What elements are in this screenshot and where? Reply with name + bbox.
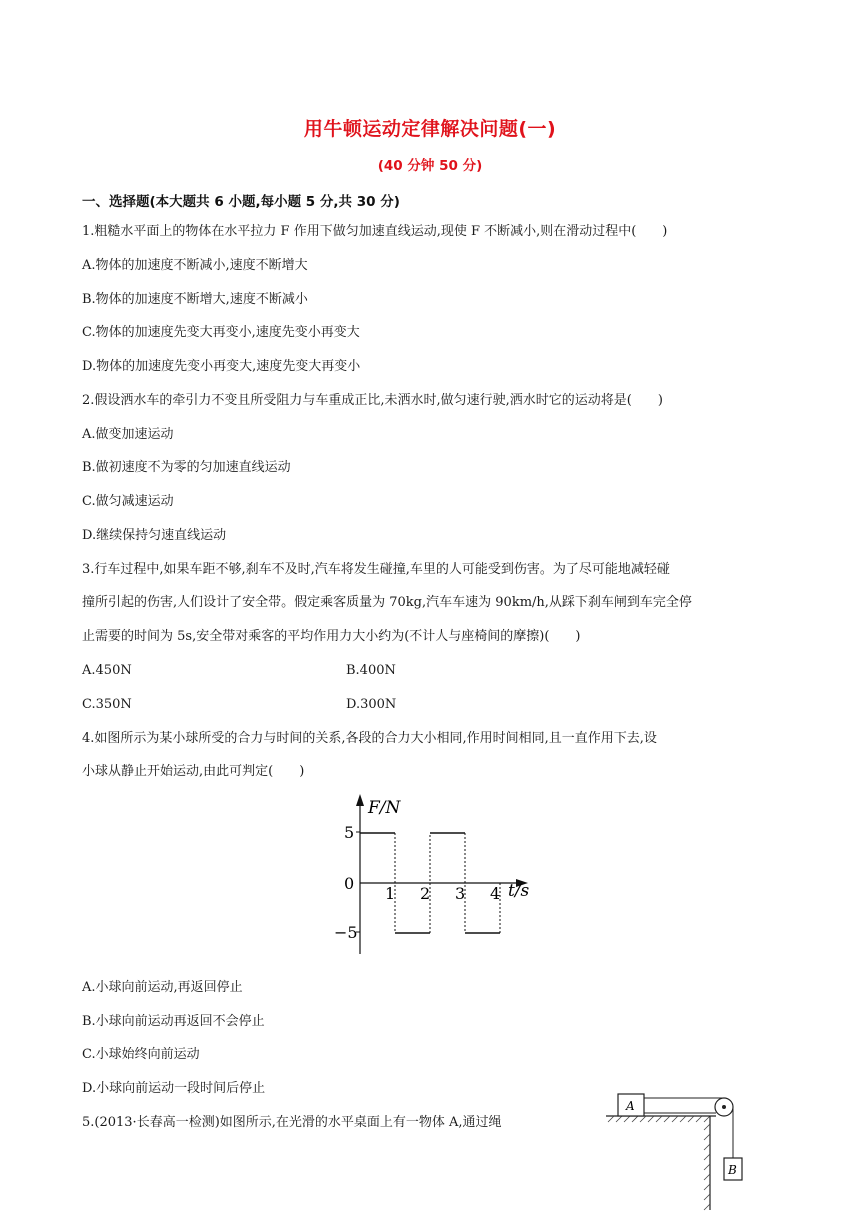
x-tick-label-2: 2: [420, 884, 431, 903]
x-tick-label-3: 3: [455, 884, 466, 903]
question-1-option-a: A.物体的加速度不断减小,速度不断增大: [82, 258, 308, 273]
question-4-option-d: D.小球向前运动一段时间后停止: [82, 1081, 266, 1096]
page-title: 用牛顿运动定律解决问题(一): [303, 118, 557, 140]
question-3-options-row-2: [82, 695, 397, 715]
origin-label: 0: [344, 874, 355, 893]
question-4-stem-line-2: 小球从静止开始运动,由此可判定( ): [82, 764, 305, 779]
question-2-option-d: D.继续保持匀速直线运动: [82, 528, 227, 543]
question-3-option-c: C.350N: [82, 697, 132, 712]
question-2-option-b: B.做初速度不为零的匀加速直线运动: [82, 460, 291, 475]
question-2-option-a: A.做变加速运动: [82, 427, 174, 442]
table-hatching: [608, 1116, 710, 1122]
page-subtitle: (40 分钟 50 分): [377, 158, 483, 174]
y-tick-label-neg5: −5: [334, 923, 358, 942]
question-3-options-row-1: [82, 661, 396, 681]
question-1-stem: 1.粗糙水平面上的物体在水平拉力 F 作用下做匀加速直线运动,现使 F 不断减小,则在滑动过程中( ): [82, 224, 668, 239]
question-3-stem-line-3: 止需要的时间为 5s,安全带对乘客的平均作用力大小约为(不计人与座椅间的摩擦)( ): [82, 629, 581, 644]
question-1-option-d: D.物体的加速度先变小再变大,速度先变大再变小: [82, 359, 361, 374]
question-2-option-c: C.做匀减速运动: [82, 494, 174, 509]
block-a-label: A: [626, 1099, 635, 1113]
y-axis-label: F/N: [368, 798, 401, 818]
question-3-option-b: B.400N: [346, 663, 396, 678]
x-axis-label: t/s: [508, 881, 530, 901]
question-4-option-b: B.小球向前运动再返回不会停止: [82, 1014, 265, 1029]
edge-hatching: [704, 1124, 710, 1210]
question-4-option-c: C.小球始终向前运动: [82, 1047, 200, 1062]
question-4-option-a: A.小球向前运动,再返回停止: [82, 980, 243, 995]
question-1-option-b: B.物体的加速度不断增大,速度不断减小: [82, 292, 308, 307]
pulley-axle: [722, 1105, 726, 1109]
question-3-option-d: D.300N: [346, 697, 397, 712]
question-1-option-c: C.物体的加速度先变大再变小,速度先变小再变大: [82, 325, 360, 340]
question-2-stem: 2.假设洒水车的牵引力不变且所受阻力与车重成正比,未洒水时,做匀速行驶,洒水时它的运动将是( ): [82, 393, 663, 408]
question-3-stem-line-1: 3.行车过程中,如果车距不够,刹车不及时,汽车将发生碰撞,车里的人可能受到伤害。为了尽可能地减轻碰: [82, 562, 670, 577]
section-heading: 一、选择题(本大题共 6 小题,每小题 5 分,共 30 分): [82, 194, 400, 210]
question-3-stem-line-2: 撞所引起的伤害,人们设计了安全带。假定乘客质量为 70kg,汽车车速为 90km/h,从踩下刹车闸到车完全停: [82, 595, 692, 610]
x-tick-label-1: 1: [385, 884, 396, 903]
question-5-stem: 5.(2013·长春高一检测)如图所示,在光滑的水平桌面上有一物体 A,通过绳: [82, 1115, 502, 1130]
block-b-label: B: [728, 1163, 737, 1177]
y-axis-arrow: [356, 794, 364, 806]
pulley-diagram: [604, 1086, 754, 1212]
question-4-stem-line-1: 4.如图所示为某小球所受的合力与时间的关系,各段的合力大小相同,作用时间相同,且一直作用下去,设: [82, 731, 657, 746]
x-tick-label-4: 4: [490, 884, 501, 903]
x-tick-labels: [385, 884, 500, 903]
y-tick-label-5: 5: [344, 823, 355, 842]
question-3-option-a: A.450N: [82, 663, 132, 678]
force-time-graph: [330, 792, 530, 962]
